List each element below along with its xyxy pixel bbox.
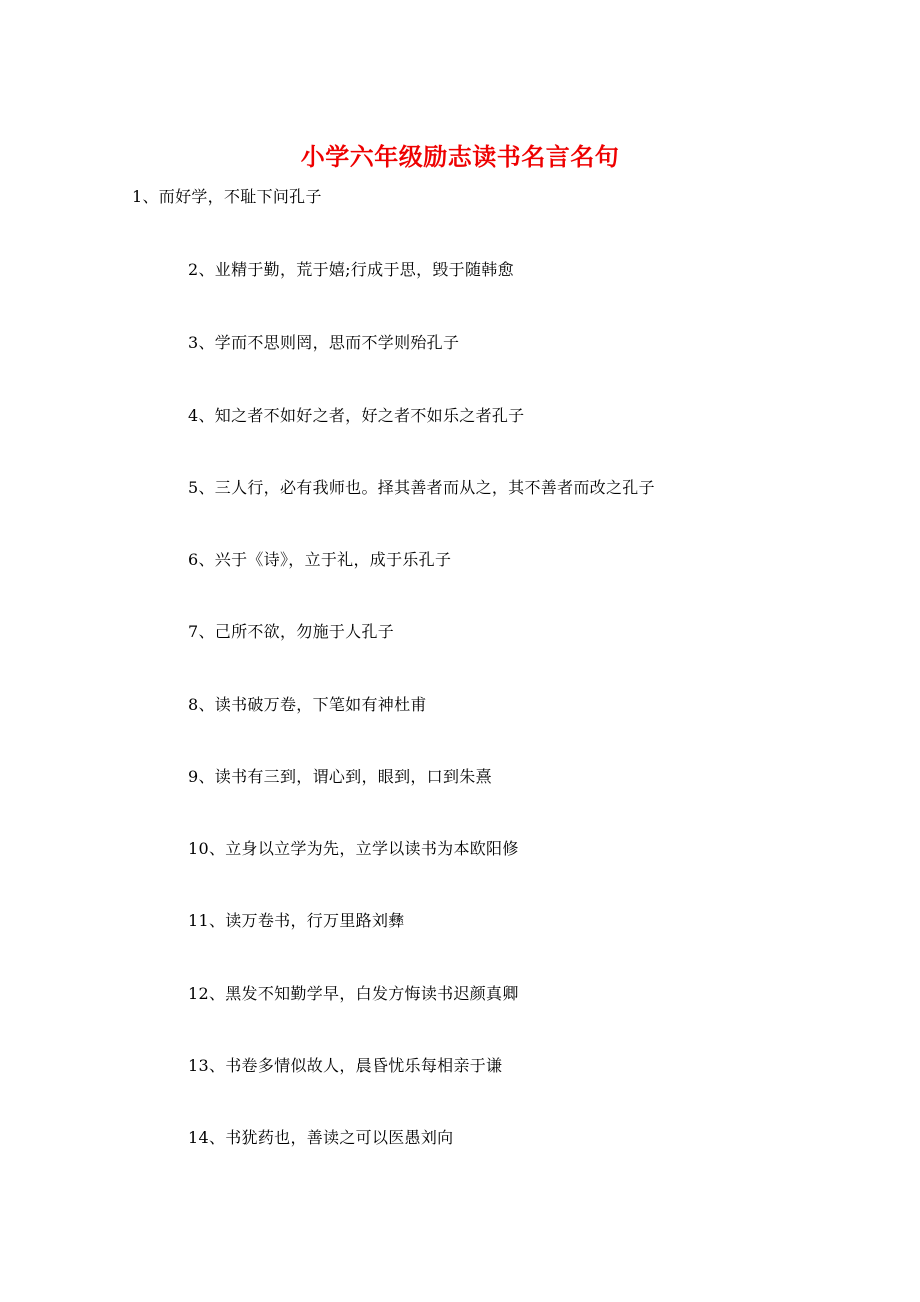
- quote-item-1: 1、而好学，不耻下问孔子: [132, 187, 322, 206]
- quote-item-8: 8、读书破万卷，下笔如有神杜甫: [188, 695, 427, 714]
- quote-item-7: 7、己所不欲，勿施于人孔子: [188, 622, 395, 641]
- quote-item-13: 13、书卷多情似故人，晨昏忧乐每相亲于谦: [188, 1056, 503, 1075]
- quote-item-12: 12、黑发不知勤学早，白发方悔读书迟颜真卿: [188, 984, 519, 1003]
- quote-item-14: 14、书犹药也，善读之可以医愚刘向: [188, 1128, 454, 1147]
- page-title: 小学六年级励志读书名言名句: [300, 142, 620, 171]
- quote-item-3: 3、学而不思则罔，思而不学则殆孔子: [188, 333, 460, 352]
- quote-item-4: 4、知之者不如好之者，好之者不如乐之者孔子: [188, 406, 525, 425]
- quote-item-9: 9、读书有三到，谓心到，眼到，口到朱熹: [188, 767, 492, 786]
- quote-item-5: 5、三人行，必有我师也。择其善者而从之，其不善者而改之孔子: [188, 478, 655, 497]
- quote-item-2: 2、业精于勤，荒于嬉;行成于思，毁于随韩愈: [188, 260, 514, 279]
- quote-item-6: 6、兴于《诗》，立于礼，成于乐孔子: [188, 550, 452, 569]
- quote-item-10: 10、立身以立学为先，立学以读书为本欧阳修: [188, 839, 519, 858]
- quote-item-11: 11、读万卷书，行万里路刘彝: [188, 911, 405, 930]
